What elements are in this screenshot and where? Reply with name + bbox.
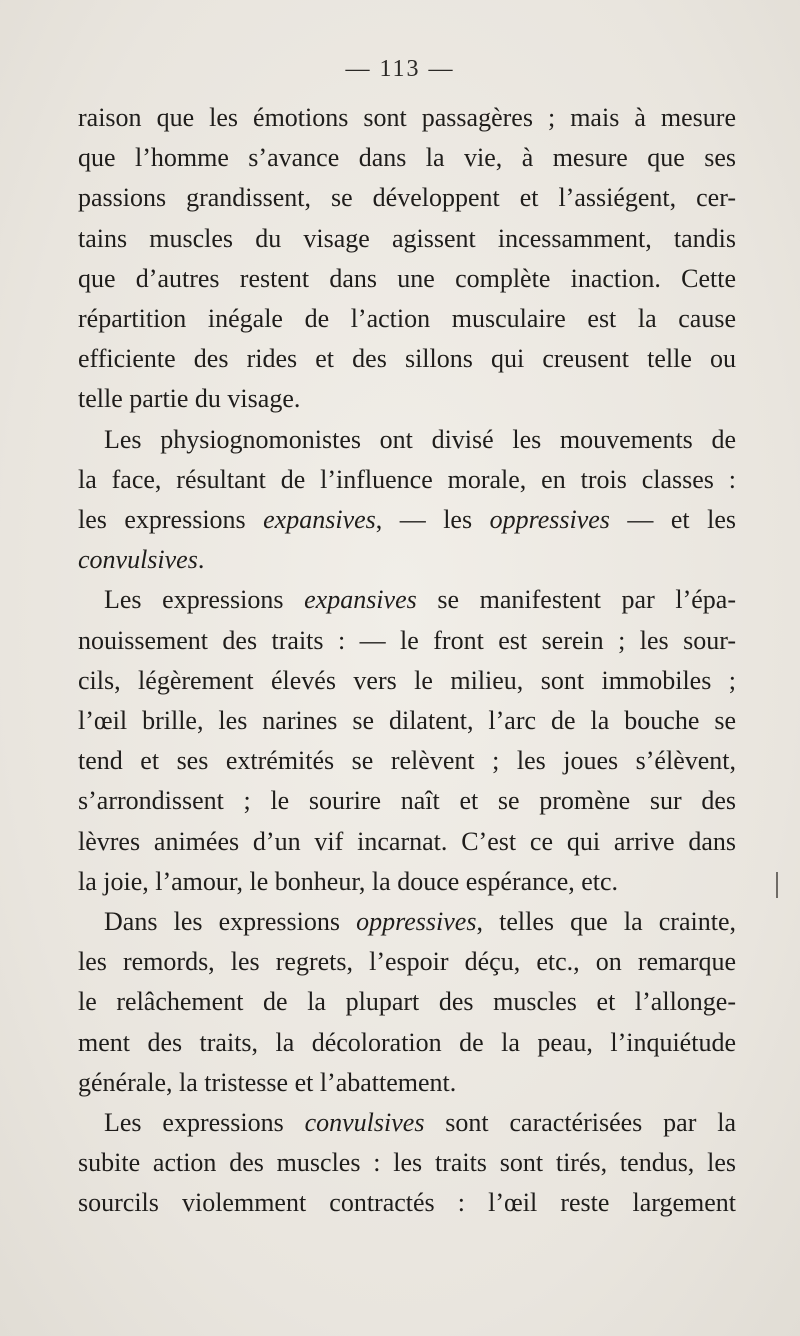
text-line: le relâchement de la plupart des muscles et l’allonge-: [78, 987, 736, 1017]
text-line: répartition inégale de l’action musculaire est la cause: [78, 304, 736, 334]
italic-term: oppressives: [489, 505, 610, 535]
text-line: [78, 1103, 736, 1143]
text-line: s’arrondissent ; le sourire naît et se promène sur des: [78, 786, 736, 816]
text-line: [78, 540, 736, 580]
italic-term: convulsives: [304, 1108, 425, 1138]
text-line: telle partie du visage.: [78, 384, 301, 414]
text-run: Les expressions: [104, 1108, 305, 1138]
text-run: sont caractérisées par la: [424, 1108, 736, 1138]
text-line: [78, 580, 736, 620]
text-line: que l’homme s’avance dans la vie, à mesure que ses: [78, 143, 736, 173]
body-text: [78, 98, 736, 1224]
text-line: cils, légèrement élevés vers le milieu, sont immobiles ;: [78, 665, 736, 695]
page-number: — 113 —: [345, 56, 455, 82]
italic-term: oppressives: [356, 907, 477, 937]
text-line: Les physiognomonistes ont divisé les mouvements de: [104, 424, 736, 454]
text-line: les remords, les regrets, l’espoir déçu, etc., on remarque: [78, 947, 736, 977]
margin-mark: [776, 872, 778, 898]
text-line: efficiente des rides et des sillons qui creusent telle ou: [78, 344, 736, 374]
text-line: [78, 902, 736, 942]
text-run: les expressions: [78, 505, 264, 535]
text-line: ment des traits, la décoloration de la peau, l’inquiétude: [78, 1027, 736, 1057]
text-line: la face, résultant de l’influence morale, en trois classes :: [78, 464, 736, 494]
text-line: tains muscles du visage agissent incessamment, tandis: [78, 223, 736, 253]
text-run: se manifestent par l’épa-: [416, 585, 736, 615]
text-run: — et les: [609, 505, 736, 535]
text-line: nouissement des traits : — le front est serein ; les sour-: [78, 625, 736, 655]
text-run: Dans les expressions: [104, 907, 357, 937]
text-line: que d’autres restent dans une complète inaction. Cette: [78, 263, 736, 293]
text-line: raison que les émotions sont passagères ; mais à mesure: [78, 103, 736, 132]
text-run: .: [197, 545, 205, 575]
text-line: sourcils violemment contractés : l’œil reste largement: [78, 1188, 736, 1218]
text-line: subite action des muscles : les traits sont tirés, tendus, les: [78, 1148, 736, 1178]
text-line: la joie, l’amour, le bonheur, la douce espérance, etc.: [78, 866, 619, 896]
text-line: lèvres animées d’un vif incarnat. C’est ce qui arrive dans: [78, 826, 736, 856]
italic-term: expansives: [263, 505, 376, 535]
text-run: , — les: [375, 505, 490, 535]
text-run: , telles que la crainte,: [476, 907, 736, 937]
text-line: générale, la tristesse et l’abattement.: [78, 1067, 457, 1097]
text-line: tend et ses extrémités se relèvent ; les joues s’élèvent,: [78, 746, 736, 776]
text-line: passions grandissent, se développent et l’assiégent, cer-: [78, 183, 736, 213]
text-line: [78, 500, 736, 540]
italic-term: expansives: [304, 585, 417, 615]
italic-term: convulsives: [78, 545, 198, 575]
text-line: l’œil brille, les narines se dilatent, l’arc de la bouche se: [78, 706, 736, 736]
text-run: Les expressions: [104, 585, 305, 615]
